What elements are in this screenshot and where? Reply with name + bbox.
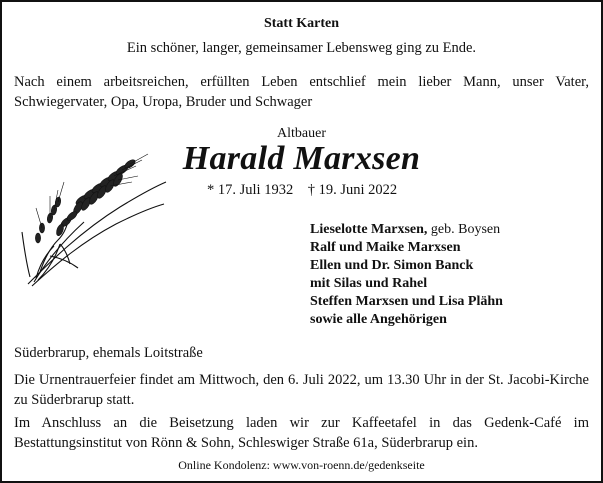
mourner-line: sowie alle Angehörigen [310, 312, 447, 327]
mourner-line [310, 221, 503, 239]
death-date: † 19. Juni 2022 [307, 182, 398, 198]
mourner-maiden-name: geb. Boysen [427, 222, 501, 237]
deceased-name: Harald Marxsen [182, 140, 421, 177]
birth-date: * 17. Juli 1932 [207, 182, 294, 198]
occupation: Altbauer [277, 126, 326, 141]
heading: Statt Karten [263, 16, 340, 31]
place-line: Süderbrarup, ehemals Loitstraße [14, 345, 203, 361]
ceremony-paragraph: Die Urnentrauerfeier findet am Mittwoch, den 6. Juli 2022, um 13.30 Uhr in der St. Jacobi-Kirche zu Süderbrarup statt. [14, 372, 589, 408]
intro-line: Ein schöner, langer, gemeinsamer Lebensweg ging zu Ende. [126, 40, 477, 56]
mourner-line: mit Silas und Rahel [310, 276, 428, 291]
mourner-name: Lieselotte Marxsen, [310, 222, 428, 237]
mourner-line: Ellen und Dr. Simon Banck [310, 258, 474, 273]
mourners-list [310, 221, 503, 329]
online-condolence: Online Kondolenz: www.von-roenn.de/gedenkseite [178, 458, 425, 472]
life-dates [207, 182, 397, 199]
mourner-line: Steffen Marxsen und Lisa Plähn [310, 294, 503, 309]
reception-paragraph: Im Anschluss an die Beisetzung laden wir zur Kaffeetafel in das Gedenk-Café im Bestattungsinstitut von Rönn & Sohn, Schleswiger Straße 61a, Süderbrarup ein. [14, 415, 589, 451]
wheat-icon [20, 152, 170, 292]
announcement-paragraph: Nach einem arbeitsreichen, erfüllten Leben entschlief mein lieber Mann, unser Vater, Schwiegervater, Opa, Uropa, Bruder und Schwager [14, 74, 589, 110]
mourner-line: Ralf und Maike Marxsen [310, 240, 461, 255]
